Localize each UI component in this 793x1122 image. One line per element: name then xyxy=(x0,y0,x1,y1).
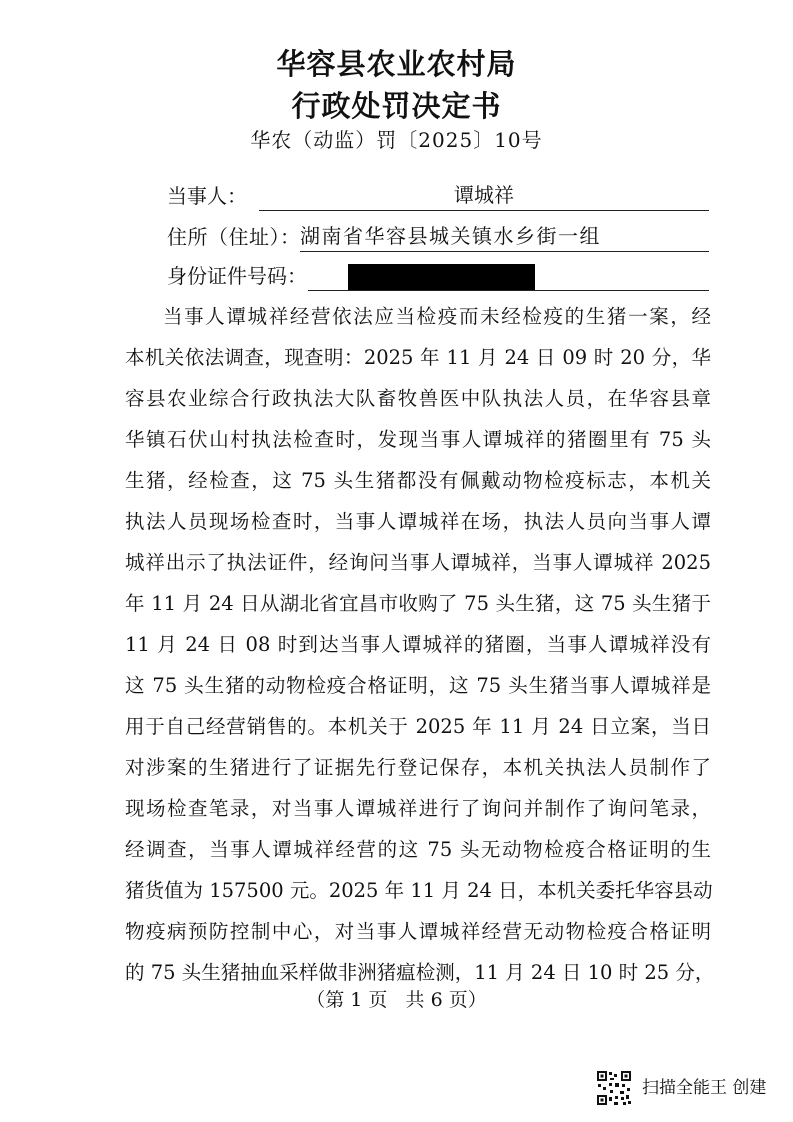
scanner-watermark: 扫描全能王 创建 xyxy=(642,1078,767,1098)
id-number-redaction xyxy=(348,264,535,290)
party-value: 谭城祥 xyxy=(259,180,709,211)
body-line: 现场检查笔录，对当事人谭城祥进行了询问并制作了询问笔录， xyxy=(125,797,711,820)
body-line: 物疫病预防控制中心，对当事人谭城祥经营无动物检疫合格证明 xyxy=(125,920,711,943)
body-line: 用于自己经营销售的。本机关于 2025 年 11 月 24 日立案，当日 xyxy=(125,715,711,738)
party-label: 当事人： xyxy=(167,184,247,208)
body-line: 华镇石伏山村执法检查时，发现当事人谭城祥的猪圈里有 75 头 xyxy=(125,428,711,451)
address-value: 湖南省华容县城关镇水乡街一组 xyxy=(300,221,709,252)
body-line: 容县农业综合行政执法大队畜牧兽医中队执法人员，在华容县章 xyxy=(125,387,711,410)
body-line: 当事人谭城祥经营依法应当检疫而未经检疫的生猪一案，经 xyxy=(163,305,711,328)
body-line: 年 11 月 24 日从湖北省宜昌市收购了 75 头生猪，这 75 头生猪于 xyxy=(125,592,711,615)
document-title-line1: 华容县农业农村局 xyxy=(276,47,517,81)
body-line: 的 75 头生猪抽血采样做非洲猪瘟检测，11 月 24 日 10 时 25 分， xyxy=(125,961,715,984)
body-line: 执法人员现场检查时，当事人谭城祥在场，执法人员向当事人谭 xyxy=(125,510,711,533)
body-line: 本机关依法调查，现查明：2025 年 11 月 24 日 09 时 20 分，华 xyxy=(125,346,711,369)
body-line: 经调查，当事人谭城祥经营的这 75 头无动物检疫合格证明的生 xyxy=(125,838,711,861)
qr-code-icon xyxy=(596,1070,632,1106)
body-line: 11 月 24 日 08 时到达当事人谭城祥的猪圈，当事人谭城祥没有 xyxy=(125,633,711,656)
id-number-label: 身份证件号码： xyxy=(167,264,307,288)
body-line: 生猪，经检查，这 75 头生猪都没有佩戴动物检疫标志，本机关 xyxy=(125,469,711,492)
body-line: 对涉案的生猪进行了证据先行登记保存，本机关执法人员制作了 xyxy=(125,756,711,779)
document-title-line2: 行政处罚决定书 xyxy=(291,89,502,123)
document-number: 华农（动监）罚〔2025〕10号 xyxy=(250,128,543,152)
body-line: 城祥出示了执法证件，经询问当事人谭城祥，当事人谭城祥 2025 xyxy=(125,551,711,574)
body-line: 猪货值为 157500 元。2025 年 11 月 24 日，本机关委托华容县动 xyxy=(125,879,713,902)
body-line: 这 75 头生猪的动物检疫合格证明，这 75 头生猪当事人谭城祥是 xyxy=(125,674,711,697)
page-footer: （第 1 页 共 6 页） xyxy=(306,989,487,1011)
address-label: 住所（住址）： xyxy=(167,225,301,249)
